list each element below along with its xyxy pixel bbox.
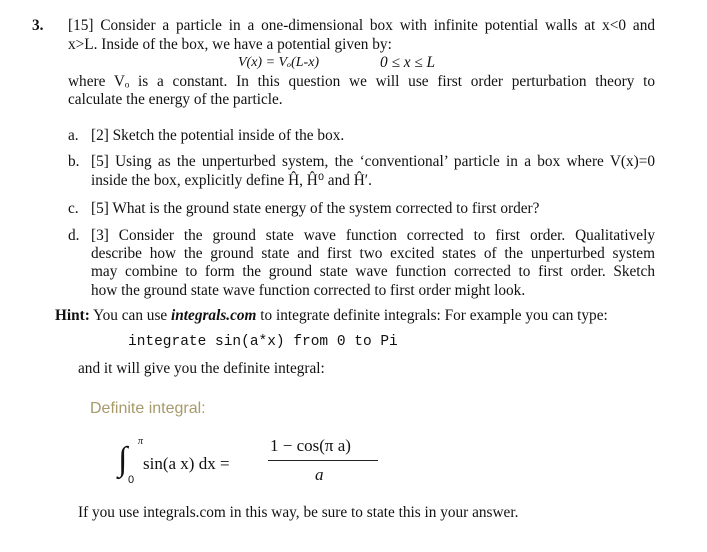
part-text: [3] Consider the ground state wave function corrected to first order. Qualitatively bbox=[91, 227, 655, 244]
part-text: describe how the ground state and first two excited states of the unperturbed system bbox=[91, 245, 655, 262]
question-line: x>L. Inside of the box, we have a potential given by: bbox=[68, 36, 392, 53]
part-label: a. bbox=[68, 127, 79, 144]
part-text: [5] What is the ground state energy of the system corrected to first order? bbox=[91, 200, 540, 217]
part-text: [2] Sketch the potential inside of the box. bbox=[91, 127, 345, 144]
result-title: Definite integral: bbox=[90, 400, 206, 417]
hint-line bbox=[55, 307, 608, 325]
numerator: 1 − cos(π a) bbox=[270, 436, 351, 455]
potential-formula: V(x) = Vₒ(L-x) bbox=[238, 55, 320, 70]
integral-lower: 0 bbox=[128, 474, 135, 486]
denominator: a bbox=[315, 465, 324, 484]
part-label: b. bbox=[68, 153, 80, 170]
hint-text: to integrate definite integrals: For example you can type: bbox=[260, 307, 608, 324]
question-line: [15] Consider a particle in a one-dimensional box with infinite potential walls at x<0 and bbox=[68, 17, 655, 34]
question-line: calculate the energy of the particle. bbox=[68, 91, 283, 108]
integrand: sin(a x) dx = bbox=[143, 454, 230, 473]
question-line: where Vₒ is a constant. In this question we will use first order perturbation theory to bbox=[68, 73, 655, 90]
part-label: c. bbox=[68, 200, 79, 217]
fraction-bar bbox=[268, 460, 378, 461]
integral-sign-icon: ∫ bbox=[118, 441, 128, 478]
part-text: inside the box, explicitly define Ĥ, Ĥ⁰ and Ĥ′. bbox=[91, 172, 372, 189]
part-text: how the ground state wave function corrected to first order might look. bbox=[91, 282, 526, 299]
question-number: 3. bbox=[32, 17, 44, 34]
part-text: [5] Using as the unperturbed system, the ‘conventional’ particle in a box where V(x)=0 bbox=[91, 153, 655, 170]
hint-followup: and it will give you the definite integral: bbox=[78, 360, 325, 377]
part-text: may combine to form the ground state wave function corrected to first order. Sketch bbox=[91, 263, 655, 280]
integral-upper: π bbox=[138, 436, 144, 447]
part-label: d. bbox=[68, 227, 80, 244]
hint-label: Hint: bbox=[55, 307, 90, 324]
potential-range: 0 ≤ x ≤ L bbox=[380, 54, 436, 71]
hint-text: You can use bbox=[93, 307, 168, 324]
code-example: integrate sin(a*x) from 0 to Pi bbox=[128, 334, 398, 350]
hint-site: integrals.com bbox=[171, 307, 257, 324]
closing-note: If you use integrals.com in this way, be sure to state this in your answer. bbox=[78, 504, 519, 521]
